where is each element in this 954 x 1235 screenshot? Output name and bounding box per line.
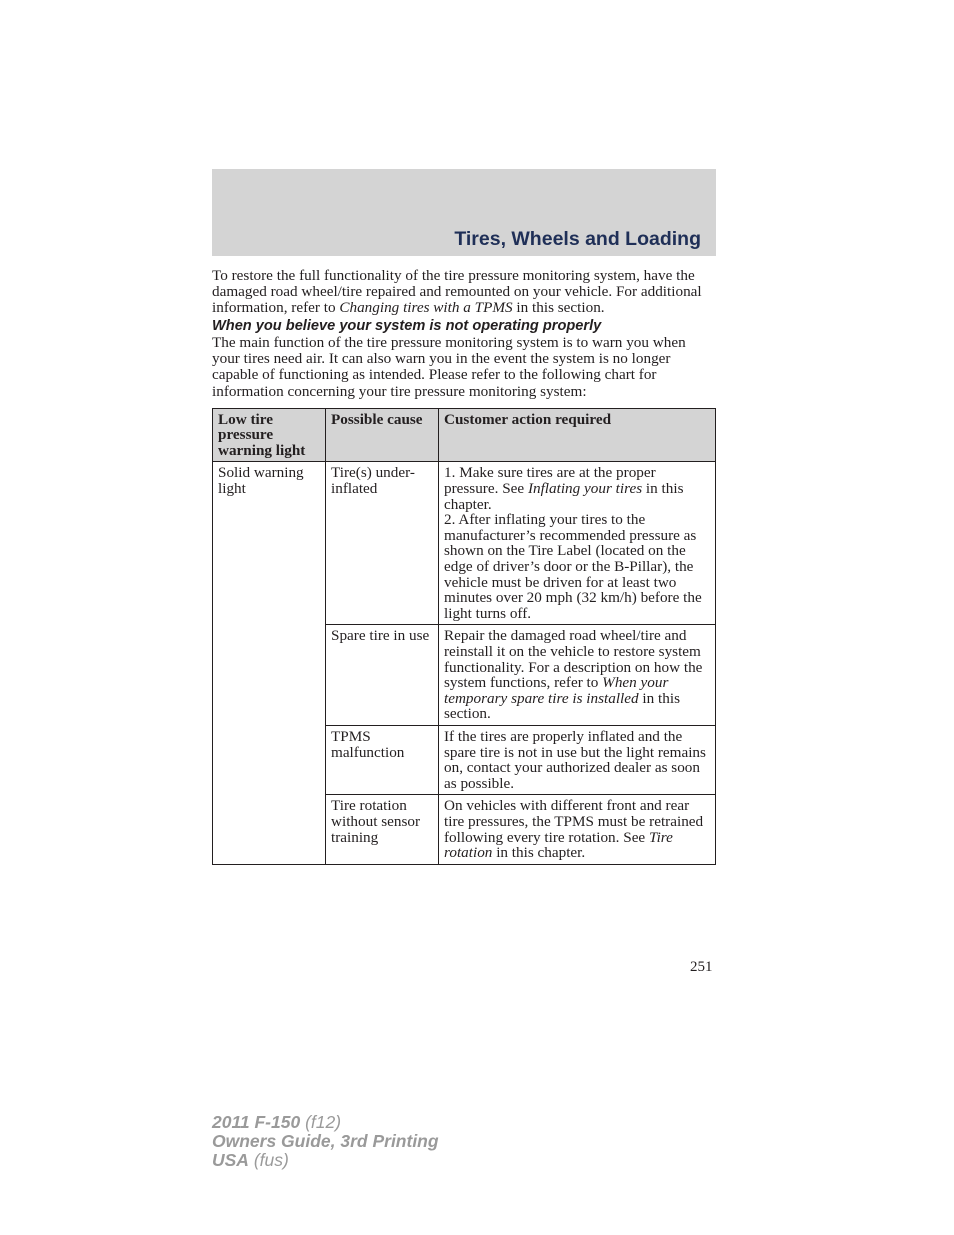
action-step-1: 1. Make sure tires are at the proper pressure. See Inflating your tires in this chapter. <box>444 464 684 513</box>
action-step-2: 2. After inflating your tires to the manufacturer’s recommended pressure as shown on the Tire Label (located on the edge of driver’s door or the B-Pillar), the vehicle must be driven for at least two minutes over 20 mph (32 km/h) before the light turns off. <box>444 511 702 622</box>
body-paragraph: The main function of the tire pressure monitoring system is to warn you when your tires need air. It can also warn you in the event the system is no longer capable of functioning as intended. Please refer to the following chart for information concerning your tire pressure monitoring system: <box>212 334 686 400</box>
footer <box>212 1113 439 1170</box>
tpms-chart <box>212 408 716 865</box>
header-possible-cause: Possible cause <box>326 408 439 462</box>
header-warning-light: Low tire pressure warning light <box>213 408 326 462</box>
subheading: When you believe your system is not operating properly <box>212 318 602 335</box>
footer-model: 2011 F-150 (f12) <box>212 1112 342 1132</box>
intro-text-end: in this section. <box>512 299 605 317</box>
intro-reference: Changing tires with a TPMS <box>339 299 513 317</box>
action-cell: If the tires are properly inflated and the spare tire is not in use but the light remains on, contact your authorized dealer as soon as possible. <box>439 725 716 794</box>
warning-light-cell: Solid warning light <box>213 462 326 864</box>
action-cell <box>439 462 716 625</box>
action-reference: Tire rotation <box>444 828 673 862</box>
intro-text: To restore the full functionality of the tire pressure monitoring system, have the damaged road wheel/tire repaired and remounted on your vehicle. For additional information, refer to <box>212 267 702 317</box>
page-content <box>212 268 716 865</box>
section-title: Tires, Wheels and Loading <box>454 228 701 250</box>
cause-cell: Tire rotation without sensor training <box>326 795 439 864</box>
action-reference: When your temporary spare tire is installed <box>444 674 669 707</box>
action-reference: Inflating your tires <box>527 480 643 498</box>
cause-cell: TPMS malfunction <box>326 725 439 794</box>
cause-cell: Tire(s) under-inflated <box>326 462 439 625</box>
table-header-row <box>213 408 716 462</box>
header-customer-action: Customer action required <box>439 408 716 462</box>
intro-paragraph <box>212 268 716 316</box>
footer-guide: Owners Guide, 3rd Printing <box>212 1131 439 1151</box>
table-row <box>213 462 716 625</box>
section-header-band <box>212 169 716 256</box>
page-number: 251 <box>690 959 713 975</box>
action-cell: On vehicles with different front and rear tire pressures, the TPMS must be retrained following every tire rotation. See Tire rotation in this chapter. <box>439 795 716 864</box>
action-cell: Repair the damaged road wheel/tire and reinstall it on the vehicle to restore system functionality. For a description on how the system functions, refer to When your temporary spare tire is installed in this section. <box>439 625 716 726</box>
footer-market: USA (fus) <box>212 1150 289 1170</box>
cause-cell: Spare tire in use <box>326 625 439 726</box>
